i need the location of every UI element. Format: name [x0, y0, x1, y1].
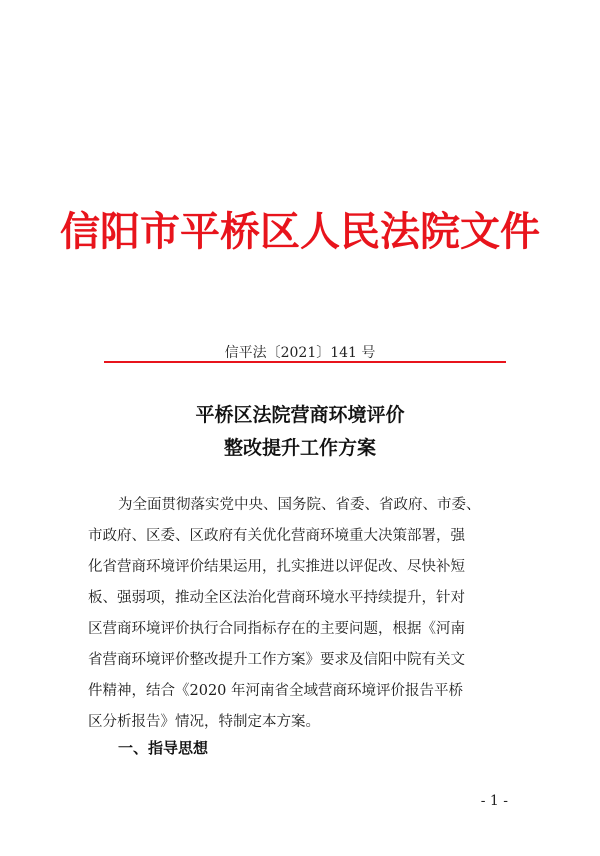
body-line: 板、强弱项，推动全区法治化营商环境水平持续提升，针对	[88, 590, 465, 606]
section-heading: 一、指导思想	[118, 739, 209, 757]
body-line: 区分析报告》情况，特制定本方案。	[88, 714, 320, 730]
body-line: 市政府、区委、区政府有关优化营商环境重大决策部署，强	[88, 528, 465, 544]
red-divider-line	[104, 361, 506, 363]
body-line: 区营商环境评价执行合同指标存在的主要问题，根据《河南	[88, 621, 465, 637]
body-line: 省营商环境评价整改提升工作方案》要求及信阳中院有关文	[88, 652, 465, 668]
document-number: 信平法〔2021〕141 号	[224, 345, 376, 361]
body-line: 化省营商环境评价结果运用，扎实推进以评促改、尽快补短	[88, 559, 465, 575]
body-line: 为全面贯彻落实党中央、国务院、省委、省政府、市委、	[118, 497, 481, 513]
body-line: 件精神，结合《2020 年河南省全域营商环境评价报告平桥	[88, 683, 464, 699]
document-title-line-2: 整改提升工作方案	[223, 437, 376, 459]
issuer-title: 信阳市平桥区人民法院文件	[60, 208, 540, 255]
document-title-line-1: 平桥区法院营商环境评价	[195, 404, 405, 426]
page-number: - 1 -	[480, 793, 508, 809]
